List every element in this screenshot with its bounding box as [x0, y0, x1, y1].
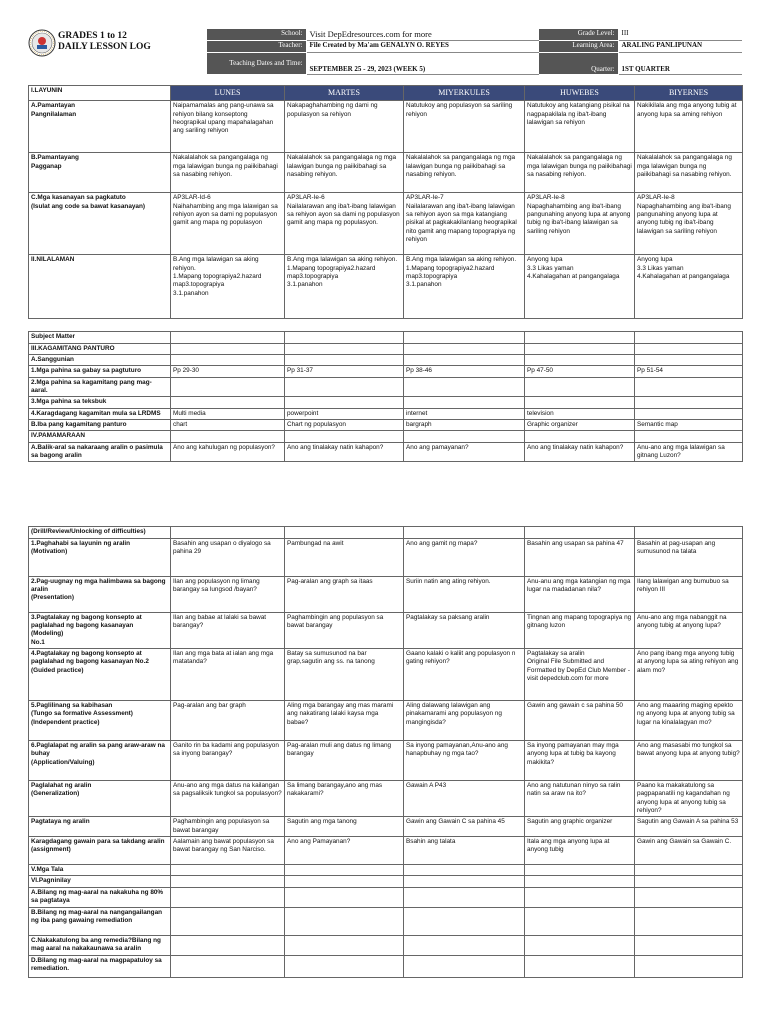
table-row [29, 836, 743, 864]
cell-lunes [171, 355, 285, 366]
table-row [29, 355, 743, 366]
cell-huwebes [525, 431, 635, 442]
cell-huwebes: Basahin ang usapan sa pahina 47 [525, 538, 635, 576]
cell-huwebes [525, 864, 635, 875]
cell-lunes: Anu-ano ang mga datus na kailangan sa pagsaliksik tungkol sa populasyon? [171, 780, 285, 816]
cell-miyerkules: AP3LAR-Ie-7 Nailalarawan ang iba't-ibang lalawigan sa rehiyon ayon sa mga katangiang pisikal at pagkakakilanlang heograpikal nito gamit ang mapang topograpiya ng rehiyon [404, 193, 525, 255]
table-row [29, 397, 743, 408]
cell-huwebes: Natutukoy ang katangiang pisikal na nagpapakilala ng iba't-ibang lalawigan sa rehiyon [525, 101, 635, 153]
row-label: Paglalahat ng aralin (Generalization) [29, 780, 171, 816]
cell-lunes: chart [171, 420, 285, 431]
cell-lunes: Pag-aralan ang bar graph [171, 700, 285, 740]
cell-biyernes: Sagutin ang Gawain A sa pahina 53 [635, 817, 743, 837]
cell-miyerkules: Ano ang gamit ng mapa? [404, 538, 525, 576]
cell-miyerkules [404, 935, 525, 955]
cell-lunes [171, 431, 285, 442]
cell-lunes: Ilan ang populasyon ng limang barangay sa lungsod /bayan? [171, 576, 285, 612]
cell-miyerkules: Gawin ang Gawain C sa pahina 45 [404, 817, 525, 837]
row-label: A.Sanggunian [29, 355, 171, 366]
cell-huwebes: Anu-anu ang mga katangian ng mga lugar na madadanan nila? [525, 576, 635, 612]
cell-lunes: AP3LAR-Id-6 Naihahambing ang mga lalawigan sa rehiyon ayon sa dami ng populasyon gamit ang mapa ng populasyon [171, 193, 285, 255]
deped-seal-logo [28, 29, 58, 75]
cell-lunes: B.Ang mga lalawigan sa aking rehiyon. 1.Mapang topograpiya2.hazard map3.topograpiya 3.1.panahon [171, 255, 285, 319]
cell-lunes [171, 887, 285, 907]
cell-miyerkules: Suriin natin ang ating rehiyon. [404, 576, 525, 612]
row-label: II.NILALAMAN [29, 255, 171, 319]
quarter-value: 1ST QUARTER [618, 53, 742, 75]
cell-biyernes: Basahin at pag-usapan ang sumusunod na talata [635, 538, 743, 576]
row-label: A.Balik-aral sa nakaraang aralin o pasimula sa bagong aralin [29, 442, 171, 462]
table-row [29, 612, 743, 648]
cell-martes [285, 864, 404, 875]
row-label: 2.Pag-uugnay ng mga halimbawa sa bagong aralin (Presentation) [29, 576, 171, 612]
row-label: (Drill/Review/Unlocking of difficulties) [29, 527, 171, 538]
table-row [29, 740, 743, 780]
cell-biyernes: Ilang lalawigan ang bumubuo sa rehiyon III [635, 576, 743, 612]
objectives-table [28, 85, 743, 319]
cell-huwebes: Ano ang tinalakay natin kahapon? [525, 442, 635, 462]
table-row [29, 887, 743, 907]
table-row [29, 817, 743, 837]
cell-biyernes: Anyong lupa 3.3 Likas yaman 4.Kahalagahan at pangangalaga [635, 255, 743, 319]
cell-martes: Nakapaghahambing ng dami ng populasyon sa rehiyon [285, 101, 404, 153]
cell-martes [285, 343, 404, 354]
cell-huwebes [525, 332, 635, 343]
table-row [29, 864, 743, 875]
row-label: 1.Paghahabi sa layunin ng aralin (Motivation) [29, 538, 171, 576]
header-table [28, 28, 742, 75]
cell-martes: Batay sa sumusunod na bar grap,sagutin ang ss. na tanong [285, 648, 404, 700]
cell-martes: AP3LAR-Ie-6 Nailalarawan ang iba't-ibang lalawigan sa rehiyon ayon sa dami ng populasyon gamit ang mapa ng populasyon. [285, 193, 404, 255]
cell-huwebes [525, 887, 635, 907]
cell-lunes [171, 397, 285, 408]
cell-biyernes [635, 955, 743, 977]
cell-huwebes: Graphic organizer [525, 420, 635, 431]
cell-miyerkules: bargraph [404, 420, 525, 431]
cell-huwebes [525, 955, 635, 977]
cell-miyerkules: Aling dalawang lalawigan ang pinakamarami ang populasyon ng mangingisda? [404, 700, 525, 740]
row-label: Pagtataya ng aralin [29, 817, 171, 837]
cell-biyernes: Semantic map [635, 420, 743, 431]
day-header-row [29, 86, 743, 101]
cell-huwebes: Pp 47-50 [525, 366, 635, 377]
cell-huwebes: AP3LAR-Ie-8 Napaghahambing ang iba't-ibang pangunahing anyong lupa at anyong tubig ng iba't-ibang lalawigan sa sariling rehiyon [525, 193, 635, 255]
cell-huwebes: Tingnan ang mapang topograpiya ng gitnang luzon [525, 612, 635, 648]
cell-miyerkules: Ano ang pamayanan? [404, 442, 525, 462]
cell-miyerkules: Nakalalahok sa pangangalaga ng mga lalawigan bunga ng paiikibahagi sa nasabing rehiyon. [404, 153, 525, 193]
cell-huwebes [525, 527, 635, 538]
cell-lunes: Paghambingin ang populasyon sa bawat barangay [171, 817, 285, 837]
procedures-body [29, 527, 743, 977]
cell-martes: Pag-aralan ang graph sa itaas [285, 576, 404, 612]
table-row [29, 955, 743, 977]
cell-biyernes: Anu-ano ang mga nabanggit na anyong tubig at anyong lupa? [635, 612, 743, 648]
cell-miyerkules [404, 864, 525, 875]
cell-lunes [171, 332, 285, 343]
cell-huwebes [525, 343, 635, 354]
cell-martes: Pambungad na awit [285, 538, 404, 576]
cell-biyernes: Nakalalahok sa pangangalaga ng mga lalawigan bunga ng paiikibahagi sa nasabing rehiyon. [635, 153, 743, 193]
cell-biyernes: Anu-ano ang mga lalawigan sa gitnang Luzon? [635, 442, 743, 462]
cell-miyerkules: Natutukoy ang populasyon sa sariling rehiyon [404, 101, 525, 153]
row-label: IV.PAMAMARAAN [29, 431, 171, 442]
row-label: VI.Pagninilay [29, 876, 171, 887]
cell-miyerkules [404, 397, 525, 408]
table-row [29, 377, 743, 397]
school-label: School: [206, 29, 306, 41]
cell-miyerkules [404, 431, 525, 442]
day-huwebes: HUWEBES [525, 86, 635, 101]
cell-miyerkules [404, 355, 525, 366]
area-label: Learning Area: [538, 41, 618, 53]
cell-miyerkules: Bsahin ang talata [404, 836, 525, 864]
row-label: 2.Mga pahina sa kagamitang pang mag-aaral. [29, 377, 171, 397]
table-row [29, 527, 743, 538]
cell-miyerkules [404, 332, 525, 343]
cell-martes: Paghambingin ang populasyon sa bawat barangay [285, 612, 404, 648]
row-label: B.Pamantayang Pagganap [29, 153, 171, 193]
cell-martes [285, 332, 404, 343]
day-miyerkules: MIYERKULES [404, 86, 525, 101]
table-row [29, 366, 743, 377]
cell-biyernes: Ano ang masasabi mo tungkol sa bawat anyong lupa at anyong tubig? [635, 740, 743, 780]
table-row [29, 538, 743, 576]
row-label: B.Iba pang kagamitang panturo [29, 420, 171, 431]
cell-huwebes: Sa inyong pamayanan may mga anyong lupa at tubig ba kayong makikita? [525, 740, 635, 780]
row-label: D.Bilang ng mag-aaral na magpapatuloy sa remediation. [29, 955, 171, 977]
cell-biyernes [635, 343, 743, 354]
cell-huwebes [525, 355, 635, 366]
cell-lunes [171, 876, 285, 887]
cell-lunes: Aalamain ang bawat populasyon sa bawat barangay ng San Narciso. [171, 836, 285, 864]
table-row [29, 153, 743, 193]
cell-martes [285, 527, 404, 538]
procedures-table [28, 526, 743, 977]
row-label: III.KAGAMITANG PANTURO [29, 343, 171, 354]
cell-huwebes [525, 935, 635, 955]
table-row [29, 442, 743, 462]
day-lunes: LUNES [171, 86, 285, 101]
cell-miyerkules [404, 876, 525, 887]
cell-huwebes: Ano ang natutunan ninyo sa ralin natin sa araw na ito? [525, 780, 635, 816]
cell-martes [285, 397, 404, 408]
grade-value: III [618, 29, 742, 41]
cell-miyerkules [404, 343, 525, 354]
table-row [29, 648, 743, 700]
cell-lunes [171, 935, 285, 955]
cell-miyerkules [404, 377, 525, 397]
cell-miyerkules [404, 527, 525, 538]
cell-huwebes: Gawin ang gawain c sa pahina 50 [525, 700, 635, 740]
row-label: 1.Mga pahina sa gabay sa pagtuturo [29, 366, 171, 377]
teacher-label: Teacher: [206, 41, 306, 53]
cell-martes [285, 431, 404, 442]
table-row [29, 101, 743, 153]
row-label: V.Mga Tala [29, 864, 171, 875]
cell-miyerkules: Sa inyong pamayanan,Anu-ano ang hanapbuhay ng mga tao? [404, 740, 525, 780]
cell-miyerkules: Pp 38-46 [404, 366, 525, 377]
table-row [29, 193, 743, 255]
cell-lunes [171, 377, 285, 397]
cell-miyerkules [404, 955, 525, 977]
cell-biyernes [635, 355, 743, 366]
table-row [29, 876, 743, 887]
cell-martes [285, 377, 404, 397]
cell-lunes [171, 343, 285, 354]
cell-martes [285, 907, 404, 935]
cell-biyernes [635, 527, 743, 538]
cell-miyerkules: internet [404, 408, 525, 419]
cell-lunes [171, 527, 285, 538]
row-label: A.Pamantayan Pangnilalaman [29, 101, 171, 153]
grade-label: Grade Level: [538, 29, 618, 41]
cell-martes: Nakalalahok sa pangangalaga ng mga lalawigan bunga ng paiikibahagi sa nasabing rehiyon. [285, 153, 404, 193]
cell-miyerkules: B.Ang mga lalawigan sa aking rehiyon. 1.Mapang topograpiya2.hazard map3.topograpiya 3.1.panahon [404, 255, 525, 319]
cell-miyerkules [404, 907, 525, 935]
cell-lunes [171, 907, 285, 935]
materials-table [28, 331, 743, 462]
cell-lunes: Multi media [171, 408, 285, 419]
cell-huwebes: Sagutin ang graphic organizer [525, 817, 635, 837]
cell-huwebes [525, 377, 635, 397]
section-layunin-label: I.LAYUNIN [29, 86, 171, 101]
table-row [29, 907, 743, 935]
row-label: C.Mga kasanayan sa pagkatuto (Isulat ang code sa bawat kasanayan) [29, 193, 171, 255]
row-label: B.Bilang ng mag-aaral na nangangailangan ng iba pang gawaing remediation [29, 907, 171, 935]
cell-huwebes [525, 907, 635, 935]
cell-biyernes [635, 887, 743, 907]
cell-biyernes: Paano ka makakatulong sa pagpapanatili ng kagandahan ng anyong lupa at anyong tubig sa rehiyon? [635, 780, 743, 816]
cell-lunes: Ilan ang mga bata at ialan ang mga matatanda? [171, 648, 285, 700]
row-label: 6.Paglalapat ng aralin sa pang araw-araw na buhay (Application/Valuing) [29, 740, 171, 780]
cell-miyerkules: Gawain A P43 [404, 780, 525, 816]
day-biyernes: BIYERNES [635, 86, 743, 101]
row-label: Karagdagang gawain para sa takdang aralin (assignment) [29, 836, 171, 864]
cell-martes: Ano ang tinalakay natin kahapon? [285, 442, 404, 462]
cell-lunes: Nakalalahok sa pangangalaga ng mga lalawigan bunga ng paiikibahagi sa nasabing rehiyon. [171, 153, 285, 193]
cell-martes: Sagutin ang mga tanong [285, 817, 404, 837]
row-label: 3.Pagtalakay ng bagong konsepto at paglalahad ng bagong kasanayan (Modeling) No.1 [29, 612, 171, 648]
row-label: 4.Pagtalakay ng bagong konsepto at paglalahad ng bagong kasanayan No.2 (Guided practice) [29, 648, 171, 700]
cell-biyernes [635, 332, 743, 343]
cell-lunes: Pp 29-30 [171, 366, 285, 377]
cell-huwebes: Itala ang mga anyong lupa at anyong tubig [525, 836, 635, 864]
table-row [29, 255, 743, 319]
cell-biyernes: Gawin ang Gawain sa Gawain C. [635, 836, 743, 864]
table-row [29, 408, 743, 419]
dates-value: SEPTEMBER 25 - 29, 2023 (WEEK 5) [306, 53, 538, 75]
cell-lunes: Ganito rin ba kadami ang populasyon sa inyong barangay? [171, 740, 285, 780]
cell-biyernes [635, 431, 743, 442]
cell-martes: Ano ang Pamayanan? [285, 836, 404, 864]
table-row [29, 935, 743, 955]
cell-lunes [171, 864, 285, 875]
cell-biyernes [635, 864, 743, 875]
row-label: 5.Paglilinang sa kabihasan (Tungo sa formative Assessment) (Independent practice) [29, 700, 171, 740]
cell-biyernes: Ano pang ibang mga anyong tubig at anyong lupa sa ating rehiyon ang alam mo? [635, 648, 743, 700]
cell-lunes: Ano ang kahulugan ng populasyon? [171, 442, 285, 462]
materials-body [29, 332, 743, 462]
cell-biyernes: Ano ang maaaring maging epekto ng anyong lupa at anyong tubig sa lugar na kinalalagyan mo? [635, 700, 743, 740]
cell-lunes: Ilan ang babae at lalaki sa bawat barangay? [171, 612, 285, 648]
row-label: 3.Mga pahina sa teksbuk [29, 397, 171, 408]
cell-huwebes: Anyong lupa 3.3 Likas yaman 4.Kahalagahan at pangangalaga [525, 255, 635, 319]
cell-martes [285, 887, 404, 907]
cell-huwebes: Pagtalakay sa aralin Original File Submitted and Formatted by DepEd Club Member - visit depedclub.com for more [525, 648, 635, 700]
cell-biyernes [635, 876, 743, 887]
day-martes: MARTES [285, 86, 404, 101]
school-value: Visit DepEdresources.com for more [306, 29, 538, 41]
cell-martes: Aling mga barangay ang mas marami ang nakatirang lalaki kaysa mga babae? [285, 700, 404, 740]
cell-martes [285, 935, 404, 955]
cell-huwebes: Nakalalahok sa pangangalaga ng mga lalawigan bunga ng paiikibahagi sa nasabing rehiyon. [525, 153, 635, 193]
cell-miyerkules: Pagtalakay sa paksang aralin [404, 612, 525, 648]
dates-label: Teaching Dates and Time: [206, 53, 306, 75]
cell-biyernes: Pp 51-54 [635, 366, 743, 377]
title-line1: GRADES 1 to 12 [58, 30, 127, 41]
cell-miyerkules [404, 887, 525, 907]
cell-huwebes: television [525, 408, 635, 419]
cell-biyernes [635, 377, 743, 397]
cell-martes: Pag-aralan muli ang datus ng limang barangay [285, 740, 404, 780]
table-row [29, 343, 743, 354]
cell-huwebes [525, 397, 635, 408]
cell-martes [285, 355, 404, 366]
cell-martes: Sa limang barangay,ano ang mas nakakarami? [285, 780, 404, 816]
cell-martes [285, 876, 404, 887]
table-row [29, 780, 743, 816]
table-row [29, 332, 743, 343]
teacher-value: File Created by Ma'am GENALYN O. REYES [306, 41, 538, 53]
row-label: A.Bilang ng mag-aaral na nakakuha ng 80% sa pagtataya [29, 887, 171, 907]
table-row [29, 700, 743, 740]
cell-biyernes: AP3LAR-Ie-8 Napaghahambing ang iba't-ibang pangunahing anyong lupa at anyong tubig ng iba't-ibang lalawigan sa sariling rehiyon [635, 193, 743, 255]
cell-martes: B.Ang mga lalawigan sa aking rehiyon. 1.Mapang topograpiya2.hazard map3.topograpiya 3.1.panahon [285, 255, 404, 319]
row-label: 4.Karagdagang kagamitan mula sa LRDMS [29, 408, 171, 419]
cell-martes: Pp 31-37 [285, 366, 404, 377]
cell-martes [285, 955, 404, 977]
table-row [29, 431, 743, 442]
area-value: ARALING PANLIPUNAN [618, 41, 742, 53]
cell-biyernes [635, 397, 743, 408]
cell-biyernes [635, 907, 743, 935]
cell-biyernes [635, 408, 743, 419]
quarter-label: Quarter: [538, 53, 618, 75]
cell-biyernes [635, 935, 743, 955]
cell-miyerkules: Gaano kalaki o kaliit ang populasyon n gating rehiyon? [404, 648, 525, 700]
table-row [29, 576, 743, 612]
row-label: Subject Matter [29, 332, 171, 343]
cell-lunes: Naipamamalas ang pang-unawa sa rehiyon bilang konseptong heograpikal upang mapahalagahan ang sariling rehiyon [171, 101, 285, 153]
cell-lunes [171, 955, 285, 977]
cell-lunes: Basahin ang usapan o diyalogo sa pahina 29 [171, 538, 285, 576]
objectives-body [29, 86, 743, 319]
row-label: C.Nakakatulong ba ang remedia?Bilang ng mag aaral na nakakaunawa sa aralin [29, 935, 171, 955]
title-line2: DAILY LESSON LOG [58, 42, 151, 53]
cell-huwebes [525, 876, 635, 887]
cell-martes: powerpoint [285, 408, 404, 419]
cell-martes: Chart ng populasyon [285, 420, 404, 431]
cell-biyernes: Nakikilala ang mga anyong tubig at anyong lupa sa aming rehiyon [635, 101, 743, 153]
seal-icon [28, 29, 56, 57]
table-row [29, 420, 743, 431]
